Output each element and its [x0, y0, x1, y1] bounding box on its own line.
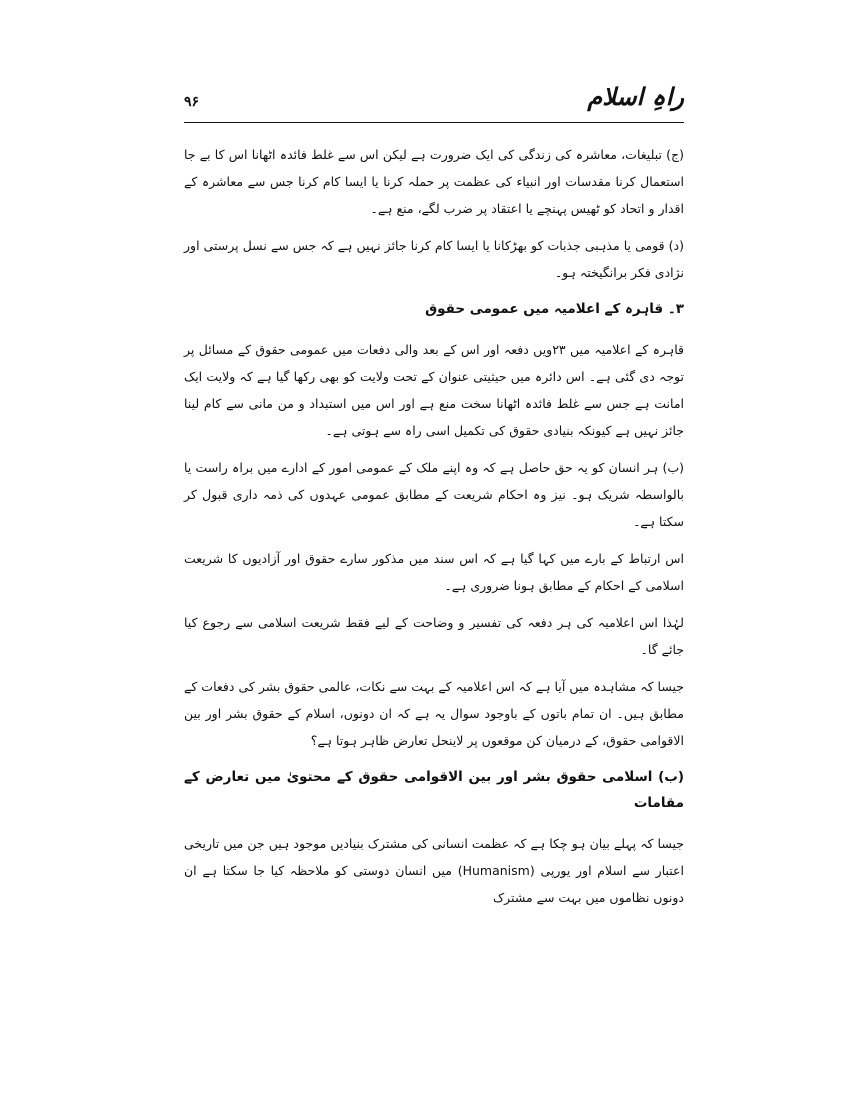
paragraph-b: (ب) ہر انسان کو یہ حق حاصل ہے کہ وہ اپنے ملک کے عمومی امور کے ادارے میں براہ راست یا بالواسطہ شریک ہو۔ نیز وہ احکام شریعت کے مطابق عمومی عہدوں کی ذمہ داری قبول کر سکتا ہے۔ — [184, 460, 684, 529]
paragraph-d: (د) قومی یا مذہبی جذبات کو بھڑکانا یا ایسا کام کرنا جائز نہیں ہے کہ جس سے نسل پرستی اور نژادی فکر برانگیختہ ہو۔ — [184, 238, 684, 280]
paragraph-j: (ج) تبلیغات، معاشرہ کی زندگی کی ایک ضرورت ہے لیکن اس سے غلط فائدہ اٹھانا اس کا بے جا استعمال کرنا مقدسات اور انبیاء کی عظمت پر حملہ کرنا یا ایسا کام کرنا جس سے معاشرہ کے اقدار و اتحاد کو ٹھیس پہنچے یا اعتقاد پر ضرب لگے، منع ہے۔ — [184, 147, 684, 216]
header-divider — [184, 122, 684, 123]
page-header — [184, 82, 684, 122]
page-body — [184, 141, 684, 921]
paragraph-cairo-declaration: قاہرہ کے اعلامیہ میں ۲۳ویں دفعہ اور اس کے بعد والی دفعات میں عمومی حقوق کے مسائل پر توجہ دی گئی ہے۔ اس دائرہ میں حیثیتی عنوان کے تحت ولایت کو بھی رکھا گیا ہے کہ ولایت ایک امانت ہے جس سے غلط فائدہ اٹھانا سخت منع ہے اور اس میں استبداد و من مانی سے کام لینا جائز نہیں ہے کیونکہ بنیادی حقوق کی تکمیل اسی راہ سے ہوتی ہے۔ — [184, 342, 684, 438]
section-heading-b: (ب) اسلامی حقوق بشر اور بین الاقوامی حقوق کے محتویٰ میں تعارض کے مقامات — [184, 769, 684, 811]
paragraph-last: جیسا کہ پہلے بیان ہو چکا ہے کہ عظمت انسانی کی مشترک بنیادیں موجود ہیں جن میں تاریخی اعتبار سے اسلام اور یورپی (Humanism) میں انسان دوستی کو ملاحظہ کیا جا سکتا ہے ان دونوں نظاموں میں بہت سے مشترک — [184, 836, 684, 905]
running-title: راہِ اسلام — [587, 82, 684, 111]
paragraph-relation: اس ارتباط کے بارے میں کہا گیا ہے کہ اس سند میں مذکور سارے حقوق اور آزادیوں کا شریعت اسلامی کے احکام کے مطابق ہونا ضروری ہے۔ — [184, 551, 684, 593]
page-number: ۹۶ — [184, 94, 200, 110]
paragraph-observed: جیسا کہ مشاہدہ میں آیا ہے کہ اس اعلامیہ کے بہت سے نکات، عالمی حقوق بشر کی دفعات کے مطابق ہیں۔ ان تمام باتوں کے باوجود سوال یہ ہے کہ ان دونوں، اسلام کے حقوق بشر اور بین الاقوامی حقوق، کے درمیان کن موقعوں پر لاینحل تعارض ظاہر ہوتا ہے؟ — [184, 679, 684, 748]
section-heading-3: ۳۔ قاہرہ کے اعلامیہ میں عمومی حقوق — [425, 301, 684, 317]
paragraph-therefore: لہٰذا اس اعلامیہ کی ہر دفعہ کی تفسیر و وضاحت کے لیے فقط شریعت اسلامی سے رجوع کیا جائے گا۔ — [184, 615, 684, 657]
